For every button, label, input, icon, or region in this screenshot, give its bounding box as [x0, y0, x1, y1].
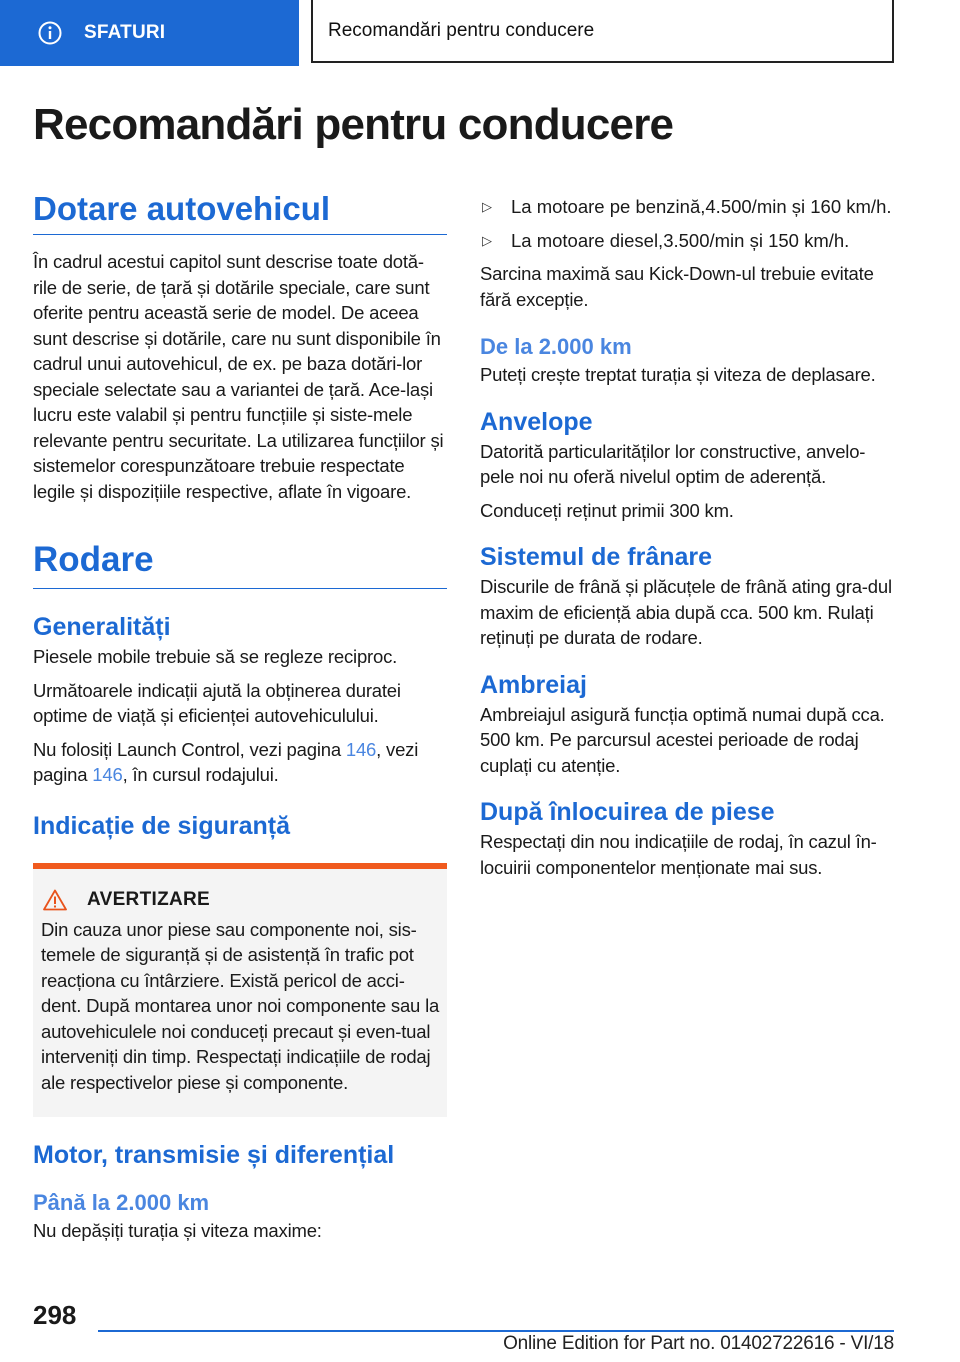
subsection-title-franare: Sistemul de frânare	[480, 543, 713, 571]
footer-divider	[98, 1330, 894, 1332]
subsection-title-generalitati: Generalități	[33, 613, 171, 641]
subsection-title-motor: Motor, transmisie și diferențial	[33, 1141, 395, 1169]
list-item	[480, 194, 894, 220]
breadcrumb: Recomandări pentru conducere	[311, 0, 894, 63]
triangle-bullet-icon: ▷	[482, 232, 492, 248]
triangle-bullet-icon: ▷	[482, 199, 492, 214]
left-column	[33, 190, 447, 1244]
tab-sfaturi[interactable]	[0, 0, 299, 66]
list-item-text: La motoare pe benzină,4.500/min și 160 km/h.	[511, 196, 892, 217]
dupa-paragraph: Respectați din nou indicațiile de rodaj, în cazul în-locuirii componentelor menționate mai sus.	[480, 831, 877, 878]
list-item-text: La motoare diesel,3.500/min și 150 km/h.	[511, 229, 850, 251]
pana-paragraph: Nu depășiți turația și viteza maxime:	[33, 1220, 322, 1241]
info-icon	[38, 21, 62, 45]
section-title-rodare: Rodare	[33, 540, 447, 589]
warning-header	[43, 889, 441, 911]
page-header	[0, 0, 960, 66]
footer-edition: Online Edition for Part no. 01402722616 - VI/18	[503, 1333, 894, 1354]
tab-label: SFATURI	[84, 22, 166, 43]
subsection-title-anvelope: Anvelope	[480, 407, 593, 436]
text-part: , vezi pagina	[33, 738, 419, 785]
text-part: Nu folosiți Launch Control, vezi pagina	[33, 738, 346, 760]
dotare-paragraph: În cadrul acestui capitol sunt descrise toate dotă-rile de serie, de țară și dotările speciale, care sunt oferite pentru această serie de model. De aceea sunt descrise și dotările, care nu sunt disponibile în cadrul unui autovehicul, de ex. pe baza dotări-lor speciale selectate sau a variantei de țară. Ace-lași lucru este valabil și pentru funcțiile și siste-mele relevante pentru securitate. La utilizarea funcțiilor și sistemelor corespunzătoare trebuie respectate legile și dispozițiile respective, aflate în vigoare.	[33, 251, 444, 502]
dela-paragraph: Puteți crește treptat turația și viteza de deplasare.	[480, 364, 876, 385]
warning-box	[33, 863, 447, 1118]
text-part: , în cursul rodajului.	[122, 764, 279, 785]
subsection-title-ambreiaj: Ambreiaj	[480, 670, 587, 699]
section-title-dotare: Dotare autovehicul	[33, 190, 447, 235]
generalitati-paragraph-3	[33, 737, 447, 788]
subsection-title-indicatie: Indicație de siguranță	[33, 811, 291, 840]
page-link-146[interactable]: 146	[92, 764, 123, 785]
anvelope-paragraph-1: Datorită particularităților lor constructive, anvelo-pele noi nu oferă nivelul optim de aderență.	[480, 440, 866, 487]
list-item	[480, 228, 894, 254]
right-column	[480, 190, 894, 880]
subsection-title-dela: De la 2.000 km	[480, 334, 632, 359]
sarcina-paragraph: Sarcina maximă sau Kick-Down-ul trebuie evitate fără excepție.	[480, 263, 874, 310]
page-title: Recomandări pentru conducere	[33, 100, 674, 149]
warning-text: Din cauza unor piese sau componente noi, sis-temele de siguranță și de asistență în trafic pot reacționa cu întârziere. Există pericol de acci-dent. După montarea unor noi componente sau la autovehiculele noi conduceți precaut și even-tual interveniți din timp. Respectați indicațiile de rodaj ale respectivelor piese și componente.	[41, 918, 440, 1093]
anvelope-paragraph-2: Conduceți reținut primii 300 km.	[480, 499, 734, 521]
generalitati-paragraph-2: Următoarele indicații ajută la obținerea duratei optime de viață și eficienței autovehiculului.	[33, 679, 401, 726]
page-link-146[interactable]: 146	[345, 738, 377, 760]
page-number: 298	[33, 1300, 77, 1330]
generalitati-paragraph-1: Piesele mobile trebuie să se regleze reciproc.	[33, 646, 398, 667]
franare-paragraph: Discurile de frână și plăcuțele de frână ating gra-dul maxim de eficiență abia după cca. 500 km. Rulați reținuți pe durata de rodare.	[480, 576, 892, 648]
ambreiaj-paragraph: Ambreiajul asigură funcția optimă numai după cca. 500 km. Pe parcursul acestei perioade de rodaj cuplați cu atenție.	[480, 703, 885, 776]
subsection-title-pana: Până la 2.000 km	[33, 1190, 210, 1215]
warning-title: AVERTIZARE	[87, 888, 210, 910]
subsection-title-dupa: După înlocuirea de piese	[480, 798, 775, 826]
warning-triangle-icon	[43, 889, 67, 911]
